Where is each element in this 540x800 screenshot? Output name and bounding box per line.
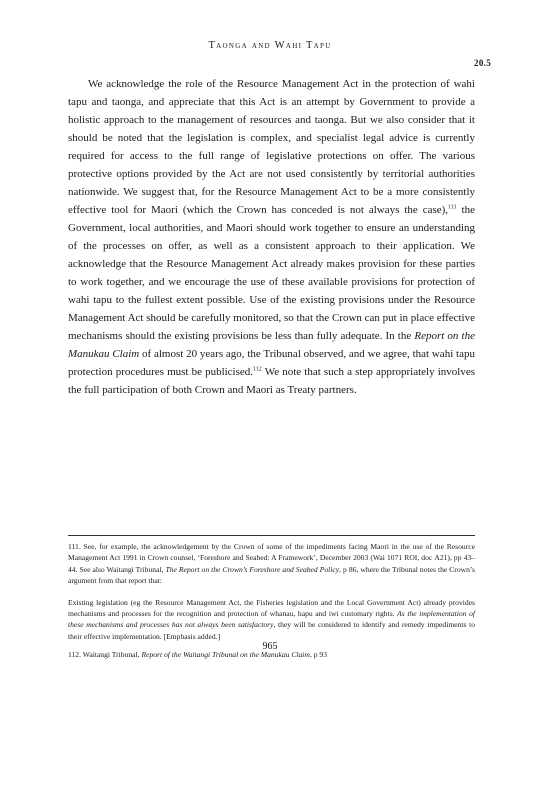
footnote-111-title: The Report on the Crown’s Foreshore and Seabed Policy <box>165 564 340 574</box>
quote-text-2: , they will be considered to identify and remedy impediments to their effective implementation. [Emphasis added.] <box>68 620 475 641</box>
footnote-111-quote <box>68 597 475 643</box>
footnote-111-doc-ref-2: A21 <box>434 553 448 563</box>
footnote-111-doc-ref: ROI <box>404 553 418 563</box>
footnote-rule <box>68 535 475 536</box>
page-number: 965 <box>262 641 278 652</box>
body-text-part-3: of almost 20 years ago, the Tribunal observed, and we agree, that wahi tapu protection procedures must be publicised. <box>68 348 475 378</box>
footnote-112-text-2: , p 93 <box>309 650 327 660</box>
footnote-111-text-3: ), pp 43–44. See also Waitangi Tribunal, <box>68 553 475 574</box>
body-paragraph <box>68 75 475 399</box>
footnote-112-text: 112. Waitangi Tribunal, <box>68 650 142 660</box>
footnote-111 <box>68 541 475 587</box>
footnote-ref-112: 112 <box>253 366 262 373</box>
footnote-ref-111: 111 <box>448 204 457 211</box>
body-text-part-2: the Government, local authorities, and Maori should work together to ensure an understanding of the processes on offer, as well as a consistent approach to their application. We acknowledge that the Resource Management Act already makes provision for these parties to work together, and we encourage the use of these available provisions for protection of wahi tapu to the fullest extent possible. Use of the existing provisions under the Resource Management Act should be carefully monitored, so that the Crown can put in place effective mechanisms should the existing provisions be less than fully adequate. In the <box>68 204 475 342</box>
footnote-111-text-2: , doc <box>417 553 435 563</box>
section-number: 20.5 <box>474 58 491 68</box>
footnote-111-text: 111. See, for example, the acknowledgement by the Crown of some of the impediments facing Maori in the use of the Resource Management Act 1991 in Crown counsel, ‘Foreshore and Seabed: A Framework’, December 2003 (Wai 1071 <box>68 542 475 563</box>
footnote-111-text-4: , p 86, where the Tribunal notes the Crown’s argument from that report that: <box>68 564 475 586</box>
body-text-part-1: We acknowledge the role of the Resource Management Act in the protection of wahi tapu and taonga, and appreciate that this Act is an attempt by Government to provide a holistic approach to the management of resources and taonga. But we also consider that it should be noted that the legislation is complex, and specialist legal advice is currently required for access to the full range of legislative protections on offer. The various protective options provided by the Act are not used consistently by territorial authorities nationwide. We suggest that, for the Resource Management Act to be a more consistently effective tool for Maori (which the Crown has conceded is not always the case), <box>68 78 475 216</box>
body-text-part-4: We note that such a step appropriately involves the full participation of both Crown and Maori as Treaty partners. <box>68 366 475 396</box>
quote-emphasis: As the implementation of these mechanisms and processes has not always been satisfactory <box>68 609 475 630</box>
footnote-112-title: Report of the Waitangi Tribunal on the Manukau Claim <box>141 650 310 660</box>
quote-text: Existing legislation (eg the Resource Management Act, the Fisheries legislation and the Local Government Act) already provides mechanisms and processes for the recognition and protection of whanau, hapu and iwi customary rights. <box>68 597 475 619</box>
running-head: Taonga and Wahi Tapu <box>208 40 332 51</box>
report-title: Report on the Manukau Claim <box>68 330 475 360</box>
